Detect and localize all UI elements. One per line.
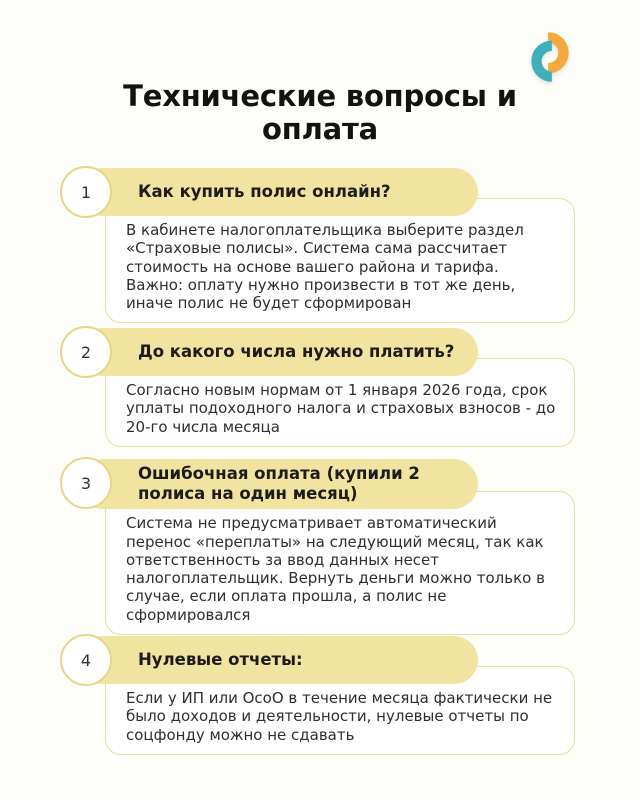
question-pill [78, 636, 478, 684]
question-label: Ошибочная оплата (купили 2 полиса на один месяц) [138, 464, 420, 504]
answer-box [105, 491, 575, 635]
question-label: До какого числа нужно платить? [138, 341, 455, 361]
answer-text: Система не предусматривает автоматический перенос «переплаты» на следующий месяц, так как ответственность за ввод данных несет налогоплательщик. Вернуть деньги можно только в случае, если оплата прошла, а полис не сформировался [126, 514, 545, 624]
item-number-badge: 3 [60, 457, 112, 509]
faq-item [60, 459, 580, 635]
faq-item [60, 636, 580, 755]
question-label: Нулевые отчеты: [138, 649, 303, 669]
answer-text: Если у ИП или ОсоО в течение месяца фактически не было доходов и деятельности, нулевые отчеты по соцфонду можно не сдавать [126, 689, 553, 744]
question-pill [78, 459, 478, 509]
question-label: Как купить полис онлайн? [138, 181, 391, 201]
item-number-badge: 4 [60, 634, 112, 686]
answer-box [105, 198, 575, 323]
question-pill [78, 328, 478, 376]
faq-item [60, 328, 580, 447]
answer-text: Согласно новым нормам от 1 января 2026 года, срок уплаты подоходного налога и страховых взносов - до 20-го числа месяца [126, 381, 556, 436]
faq-item [60, 168, 580, 323]
question-pill [78, 168, 478, 216]
item-number-badge: 2 [60, 326, 112, 378]
brand-logo [522, 28, 578, 86]
answer-text: В кабинете налогоплательщика выберите раздел «Страховые полисы». Система сама рассчитает стоимость на основе вашего района и тарифа. Важно: оплату нужно произвести в тот же день, иначе полис не будет сформирован [126, 221, 524, 313]
item-number-badge: 1 [60, 166, 112, 218]
page-title: Технические вопросы и оплата [123, 79, 517, 147]
